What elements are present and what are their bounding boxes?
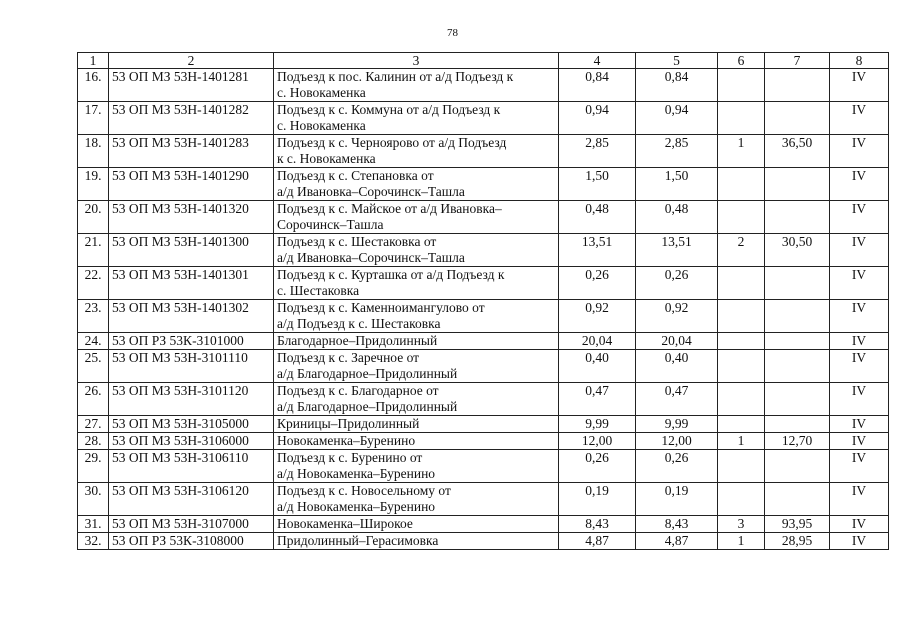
road-code-cell: 53 ОП РЗ 53К-3101000 [109, 333, 274, 350]
road-code-cell: 53 ОП МЗ 53Н-3105000 [109, 416, 274, 433]
column-5-cell: 12,00 [636, 433, 718, 450]
category-cell: IV [830, 201, 889, 234]
table-row [78, 102, 889, 135]
column-6-cell [718, 416, 765, 433]
column-6-cell [718, 333, 765, 350]
road-code-cell: 53 ОП МЗ 53Н-3106110 [109, 450, 274, 483]
column-5-cell: 0,40 [636, 350, 718, 383]
column-7-cell [765, 168, 830, 201]
road-name-cell [274, 201, 559, 234]
road-code-cell: 53 ОП МЗ 53Н-1401301 [109, 267, 274, 300]
column-4-cell: 13,51 [559, 234, 636, 267]
table-row [78, 450, 889, 483]
table-header-row [78, 53, 889, 69]
road-name-line: а/д Благодарное–Придолинный [277, 399, 458, 414]
page-number: 78 [447, 27, 458, 39]
column-6-cell: 1 [718, 135, 765, 168]
row-number-cell: 25. [78, 350, 109, 383]
road-name-cell [274, 300, 559, 333]
table-row [78, 383, 889, 416]
road-code-cell: 53 ОП МЗ 53Н-3107000 [109, 516, 274, 533]
column-4-cell: 0,26 [559, 267, 636, 300]
road-name-line: Новокаменка–Буренино [277, 433, 416, 448]
column-6-cell [718, 483, 765, 516]
column-6-cell [718, 450, 765, 483]
table-row [78, 416, 889, 433]
table-row [78, 135, 889, 168]
road-name-cell [274, 102, 559, 135]
road-name-cell [274, 483, 559, 516]
road-name-cell [274, 450, 559, 483]
column-header: 7 [765, 53, 830, 69]
row-number-cell: 28. [78, 433, 109, 450]
category-cell: IV [830, 135, 889, 168]
column-6-cell [718, 300, 765, 333]
column-5-cell: 0,26 [636, 267, 718, 300]
road-name-cell [274, 168, 559, 201]
table-row [78, 234, 889, 267]
column-5-cell: 13,51 [636, 234, 718, 267]
column-7-cell [765, 450, 830, 483]
column-header: 6 [718, 53, 765, 69]
column-7-cell [765, 416, 830, 433]
category-cell: IV [830, 234, 889, 267]
column-header: 4 [559, 53, 636, 69]
table-body [78, 69, 889, 550]
category-cell: IV [830, 483, 889, 516]
column-5-cell: 0,47 [636, 383, 718, 416]
row-number-cell: 26. [78, 383, 109, 416]
road-name-line: Новокаменка–Широкое [277, 516, 413, 531]
road-name-line: Подъезд к с. Буренино от [277, 450, 423, 465]
column-4-cell: 0,19 [559, 483, 636, 516]
table-row [78, 168, 889, 201]
column-6-cell [718, 201, 765, 234]
column-5-cell: 2,85 [636, 135, 718, 168]
road-name-line: а/д Ивановка–Сорочинск–Ташла [277, 184, 465, 199]
table-row [78, 483, 889, 516]
column-5-cell: 0,19 [636, 483, 718, 516]
column-header: 8 [830, 53, 889, 69]
category-cell: IV [830, 102, 889, 135]
road-code-cell: 53 ОП МЗ 53Н-1401300 [109, 234, 274, 267]
road-code-cell: 53 ОП МЗ 53Н-3101110 [109, 350, 274, 383]
road-name-line: Подъезд к с. Каменноимангулово от [277, 300, 485, 315]
road-name-cell [274, 416, 559, 433]
road-name-line: к с. Новокаменка [277, 151, 376, 166]
column-6-cell: 3 [718, 516, 765, 533]
column-4-cell: 0,84 [559, 69, 636, 102]
road-name-cell [274, 234, 559, 267]
column-5-cell: 9,99 [636, 416, 718, 433]
column-7-cell [765, 333, 830, 350]
column-5-cell: 0,26 [636, 450, 718, 483]
row-number-cell: 29. [78, 450, 109, 483]
road-name-line: а/д Подъезд к с. Шестаковка [277, 316, 441, 331]
table-row [78, 433, 889, 450]
column-6-cell [718, 102, 765, 135]
column-5-cell: 0,94 [636, 102, 718, 135]
column-4-cell: 0,92 [559, 300, 636, 333]
table-row [78, 533, 889, 550]
road-name-line: Подъезд к с. Степановка от [277, 168, 434, 183]
column-4-cell: 0,48 [559, 201, 636, 234]
column-7-cell: 28,95 [765, 533, 830, 550]
column-4-cell: 20,04 [559, 333, 636, 350]
category-cell: IV [830, 516, 889, 533]
road-name-line: с. Новокаменка [277, 85, 366, 100]
category-cell: IV [830, 416, 889, 433]
column-6-cell [718, 168, 765, 201]
road-name-cell [274, 267, 559, 300]
road-name-line: Сорочинск–Ташла [277, 217, 384, 232]
column-7-cell: 30,50 [765, 234, 830, 267]
category-cell: IV [830, 267, 889, 300]
column-header: 5 [636, 53, 718, 69]
column-6-cell: 1 [718, 433, 765, 450]
row-number-cell: 18. [78, 135, 109, 168]
table-row [78, 350, 889, 383]
column-5-cell: 1,50 [636, 168, 718, 201]
road-code-cell: 53 ОП МЗ 53Н-1401281 [109, 69, 274, 102]
column-7-cell [765, 102, 830, 135]
column-7-cell [765, 383, 830, 416]
table-row [78, 300, 889, 333]
column-7-cell: 36,50 [765, 135, 830, 168]
row-number-cell: 23. [78, 300, 109, 333]
category-cell: IV [830, 69, 889, 102]
road-code-cell: 53 ОП РЗ 53К-3108000 [109, 533, 274, 550]
road-name-cell [274, 135, 559, 168]
road-name-line: а/д Ивановка–Сорочинск–Ташла [277, 250, 465, 265]
road-name-cell [274, 350, 559, 383]
road-name-line: Подъезд к с. Благодарное от [277, 383, 439, 398]
category-cell: IV [830, 533, 889, 550]
column-4-cell: 8,43 [559, 516, 636, 533]
column-5-cell: 4,87 [636, 533, 718, 550]
road-name-line: а/д Новокаменка–Буренино [277, 499, 436, 514]
column-7-cell [765, 300, 830, 333]
table-row [78, 69, 889, 102]
table-row [78, 516, 889, 533]
column-header: 2 [109, 53, 274, 69]
table-row [78, 267, 889, 300]
road-name-line: Подъезд к с. Коммуна от а/д Подъезд к [277, 102, 501, 117]
category-cell: IV [830, 450, 889, 483]
category-cell: IV [830, 350, 889, 383]
category-cell: IV [830, 333, 889, 350]
column-4-cell: 12,00 [559, 433, 636, 450]
column-6-cell [718, 383, 765, 416]
road-code-cell: 53 ОП МЗ 53Н-3106120 [109, 483, 274, 516]
column-6-cell: 2 [718, 234, 765, 267]
column-7-cell: 93,95 [765, 516, 830, 533]
road-name-line: Подъезд к с. Заречное от [277, 350, 420, 365]
row-number-cell: 27. [78, 416, 109, 433]
road-name-cell [274, 333, 559, 350]
row-number-cell: 16. [78, 69, 109, 102]
road-name-line: Подъезд к с. Черноярово от а/д Подъезд [277, 135, 507, 150]
road-name-line: Криницы–Придолинный [277, 416, 420, 431]
table-row [78, 201, 889, 234]
column-6-cell: 1 [718, 533, 765, 550]
row-number-cell: 17. [78, 102, 109, 135]
column-7-cell [765, 267, 830, 300]
column-5-cell: 20,04 [636, 333, 718, 350]
column-6-cell [718, 350, 765, 383]
road-code-cell: 53 ОП МЗ 53Н-3106000 [109, 433, 274, 450]
row-number-cell: 32. [78, 533, 109, 550]
category-cell: IV [830, 383, 889, 416]
column-5-cell: 0,48 [636, 201, 718, 234]
road-code-cell: 53 ОП МЗ 53Н-1401282 [109, 102, 274, 135]
column-5-cell: 0,84 [636, 69, 718, 102]
row-number-cell: 22. [78, 267, 109, 300]
column-7-cell [765, 69, 830, 102]
column-7-cell: 12,70 [765, 433, 830, 450]
road-name-line: Подъезд к пос. Калинин от а/д Подъезд к [277, 69, 514, 84]
road-code-cell: 53 ОП МЗ 53Н-1401320 [109, 201, 274, 234]
road-name-line: Подъезд к с. Шестаковка от [277, 234, 437, 249]
column-4-cell: 0,40 [559, 350, 636, 383]
roads-table [77, 52, 889, 550]
column-7-cell [765, 201, 830, 234]
table-row [78, 333, 889, 350]
road-name-line: с. Новокаменка [277, 118, 366, 133]
column-4-cell: 1,50 [559, 168, 636, 201]
column-4-cell: 0,26 [559, 450, 636, 483]
column-4-cell: 0,47 [559, 383, 636, 416]
column-7-cell [765, 350, 830, 383]
road-name-line: а/д Благодарное–Придолинный [277, 366, 458, 381]
row-number-cell: 30. [78, 483, 109, 516]
road-name-line: Подъезд к с. Новосельному от [277, 483, 451, 498]
road-name-cell [274, 383, 559, 416]
row-number-cell: 19. [78, 168, 109, 201]
road-name-line: а/д Новокаменка–Буренино [277, 466, 436, 481]
road-code-cell: 53 ОП МЗ 53Н-1401283 [109, 135, 274, 168]
road-name-line: Подъезд к с. Майское от а/д Ивановка– [277, 201, 502, 216]
road-name-cell [274, 433, 559, 450]
category-cell: IV [830, 433, 889, 450]
column-6-cell [718, 267, 765, 300]
column-header: 1 [78, 53, 109, 69]
column-5-cell: 8,43 [636, 516, 718, 533]
road-name-cell [274, 516, 559, 533]
row-number-cell: 21. [78, 234, 109, 267]
road-name-line: Благодарное–Придолинный [277, 333, 438, 348]
column-4-cell: 4,87 [559, 533, 636, 550]
category-cell: IV [830, 300, 889, 333]
column-7-cell [765, 483, 830, 516]
column-4-cell: 9,99 [559, 416, 636, 433]
column-4-cell: 0,94 [559, 102, 636, 135]
category-cell: IV [830, 168, 889, 201]
column-6-cell [718, 69, 765, 102]
row-number-cell: 20. [78, 201, 109, 234]
road-code-cell: 53 ОП МЗ 53Н-1401302 [109, 300, 274, 333]
row-number-cell: 24. [78, 333, 109, 350]
road-code-cell: 53 ОП МЗ 53Н-1401290 [109, 168, 274, 201]
road-name-line: Придолинный–Герасимовка [277, 533, 439, 548]
road-name-cell [274, 533, 559, 550]
road-name-line: Подъезд к с. Курташка от а/д Подъезд к [277, 267, 505, 282]
road-name-cell [274, 69, 559, 102]
road-code-cell: 53 ОП МЗ 53Н-3101120 [109, 383, 274, 416]
column-header: 3 [274, 53, 559, 69]
row-number-cell: 31. [78, 516, 109, 533]
column-4-cell: 2,85 [559, 135, 636, 168]
column-5-cell: 0,92 [636, 300, 718, 333]
road-name-line: с. Шестаковка [277, 283, 360, 298]
